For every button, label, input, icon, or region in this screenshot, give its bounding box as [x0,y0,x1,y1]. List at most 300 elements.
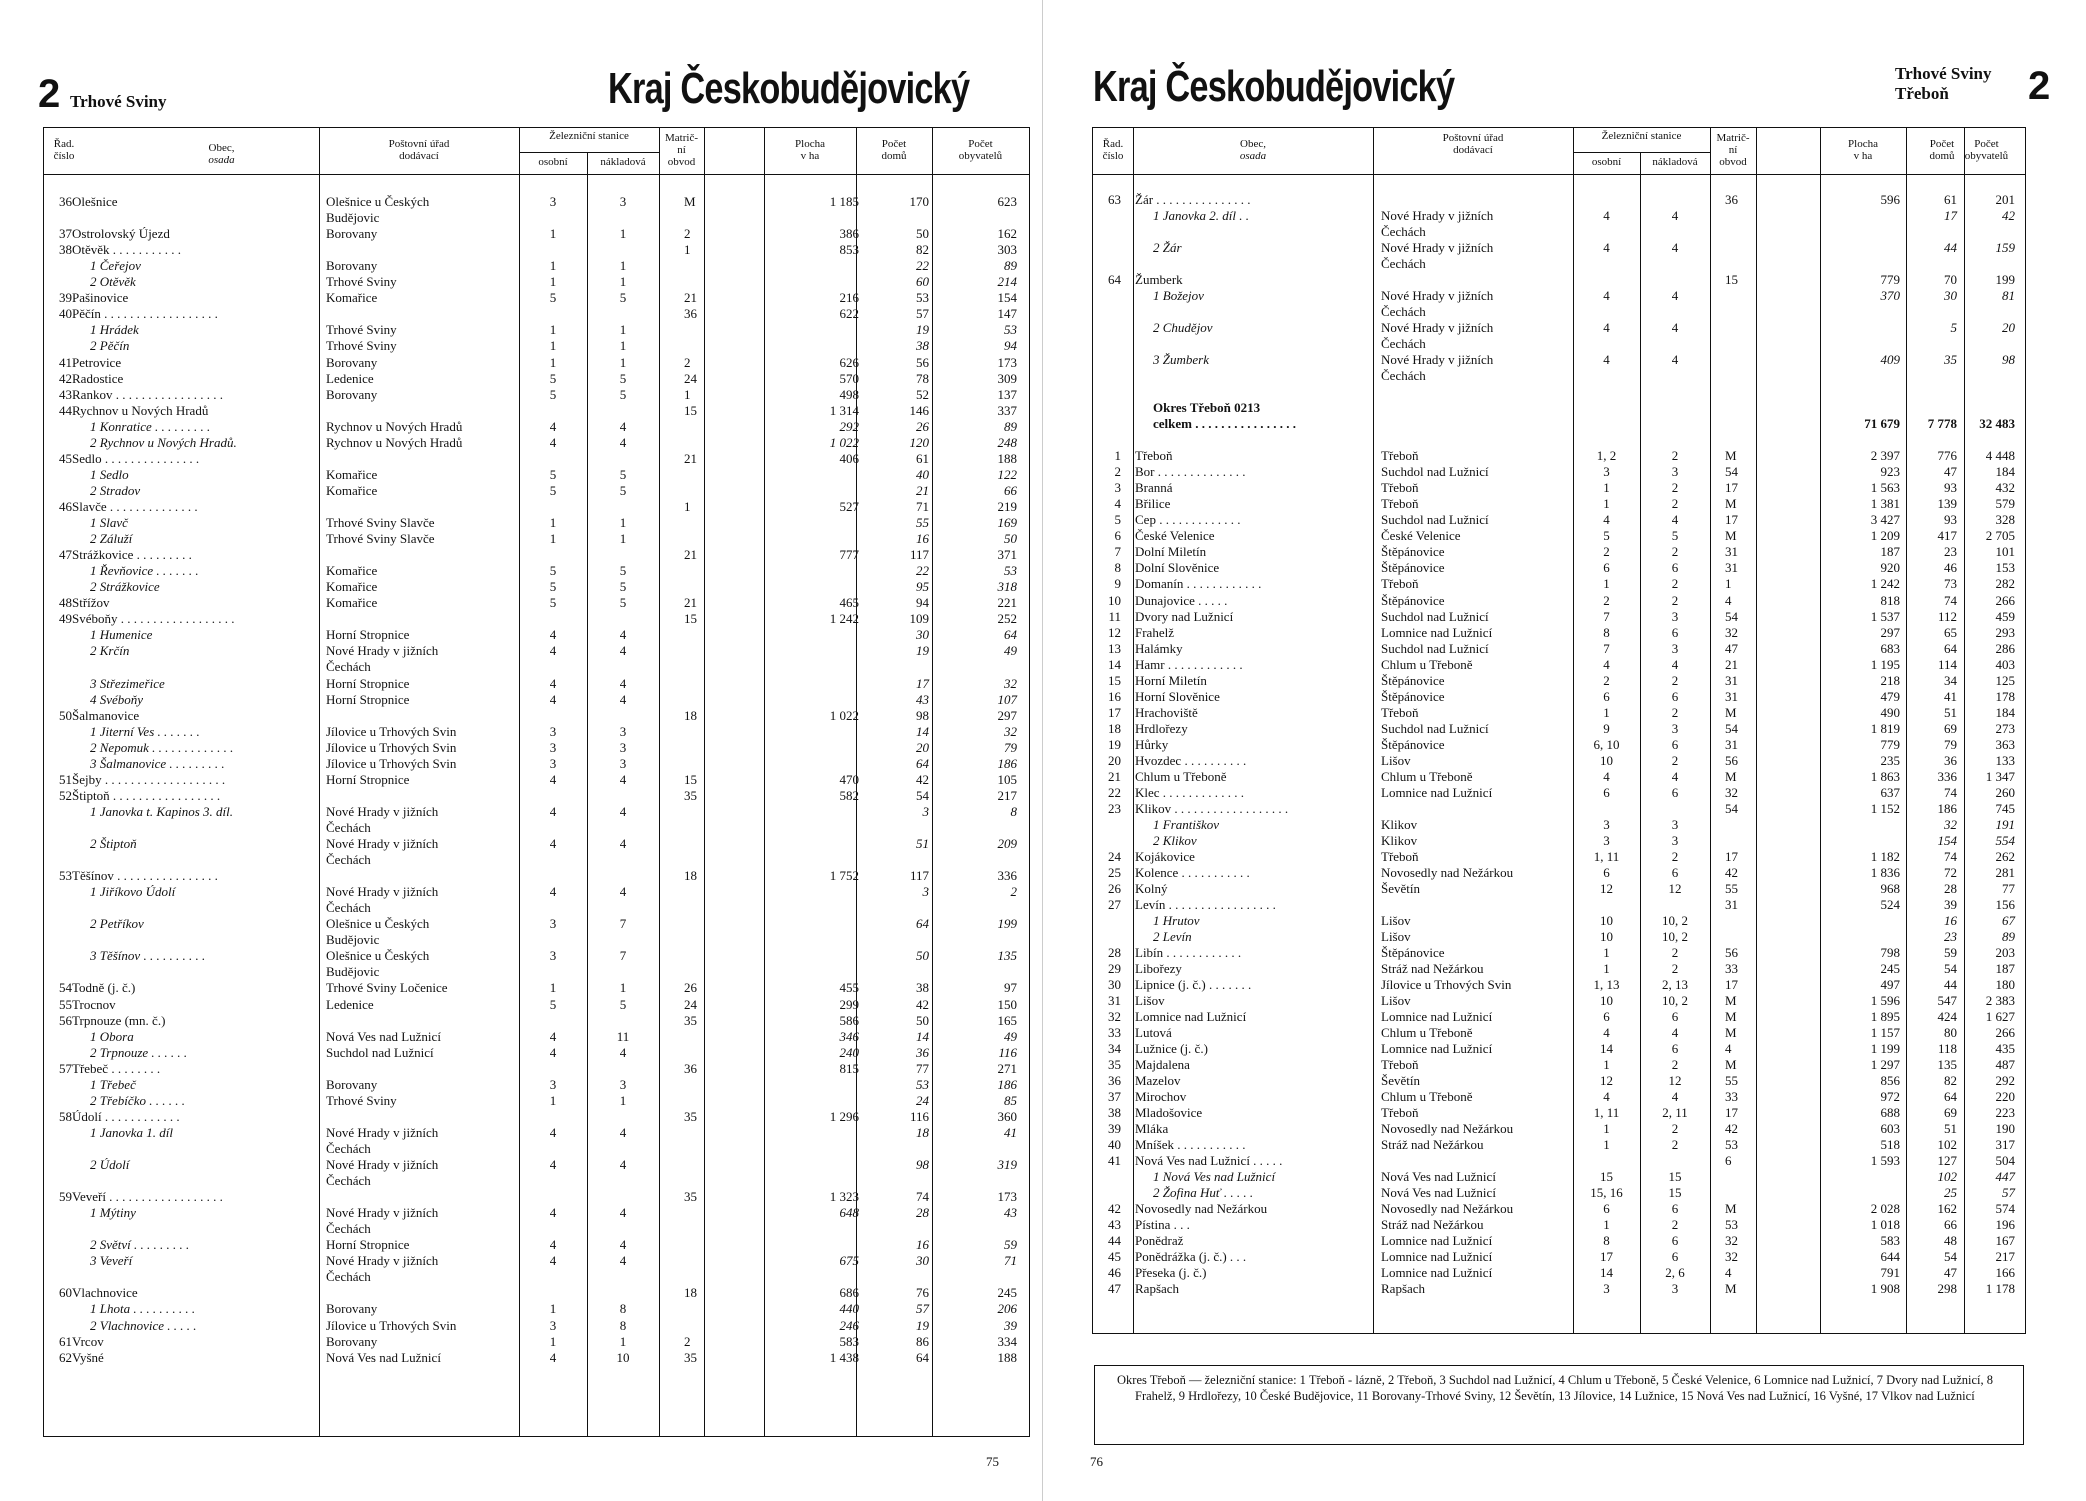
cell-posta: Chlum u Třeboně [1381,768,1473,784]
cell-osobni: 3 [549,948,557,964]
cell-obec: 1 Třebeč [90,1076,136,1092]
cell-obyvatel: 184 [1995,464,2015,480]
cell-obec: Halámky [1135,640,1183,656]
left-table-row [44,1013,1029,1029]
cell-osobni: 1, 2 [1596,448,1617,464]
cell-domu: 23 [1944,928,1957,944]
header-zel: Železniční stanice [549,130,629,142]
left-table-row [44,724,1029,740]
cell-plocha: 1 537 [1870,608,1900,624]
cell-posta: Chlum u Třeboně [1381,1025,1473,1041]
cell-posta: Borovany [326,1301,378,1317]
right-table-row [1093,593,2025,609]
cell-nakladova: 2 [1671,544,1679,560]
cell-plocha: 1 209 [1870,528,1900,544]
cell-domu: 42 [916,771,929,787]
cell-domu: 93 [1944,480,1957,496]
cell-cislo: 14 [1108,656,1121,672]
cell-domu: 114 [1937,656,1957,672]
left-table-row [44,1350,1029,1366]
header-plocha2-r: v ha [1853,150,1873,162]
cell-nakladova: 7 [619,948,627,964]
header-obyv: Počet [968,138,993,150]
right-table-row [1093,256,2025,272]
cell-matric: 18 [684,707,697,723]
cell-cislo: 27 [1108,896,1121,912]
cell-domu: 38 [916,338,929,354]
cell-plocha: 346 [839,1028,859,1044]
cell-obyvatel: 554 [1995,832,2015,848]
cell-domu: 53 [916,290,929,306]
cell-domu: 74 [916,1189,929,1205]
cell-plocha: 235 [1880,752,1900,768]
cell-osobni: 15, 16 [1590,1185,1623,1201]
cell-plocha: 596 [1880,192,1900,207]
cell-matric: 15 [684,611,697,627]
header-matric3: obvod [667,156,696,168]
cell-obec: Kolný [1135,880,1168,896]
cell-cislo: 48 [59,595,72,611]
cell-obec: 1 Janovka t. Kapinos 3. díl. [90,803,233,819]
cell-domu: 127 [1937,1153,1957,1169]
cell-nakladova: 2 [1671,848,1679,864]
cell-obyvatel: 4 448 [1985,448,2015,464]
cell-obec: 1 Lhota . . . . . . . . . . [90,1301,196,1317]
cell-plocha: 818 [1880,592,1900,608]
cell-domu: 146 [909,402,929,418]
cell-plocha: 675 [839,1253,859,1269]
cell-osobni: 1 [1603,1217,1610,1233]
cell-obec: Bor . . . . . . . . . . . . . . [1135,464,1246,480]
cell-nakladova: 3 [619,1076,627,1092]
right-table-row [1093,448,2025,464]
cell-matric: M [684,194,696,209]
cell-posta: Jílovice u Trhových Svin [326,755,457,771]
right-table-row [1093,1073,2025,1089]
cell-plocha: 1 185 [829,194,859,209]
cell-matric: M [1725,496,1737,512]
cell-posta: Čechách [1381,224,1426,240]
cell-obyvatel: 196 [1995,1217,2015,1233]
cell-plocha: 1 157 [1870,1025,1900,1041]
cell-posta: Nové Hrady v jižních [326,1205,439,1221]
cell-obec: Mladošovice [1135,1105,1203,1121]
left-table-row [44,932,1029,948]
left-table-row [44,531,1029,547]
cell-osobni: 14 [1600,1265,1613,1281]
cell-domu: 3 [922,884,929,900]
cell-obyvatel: 173 [997,1189,1017,1205]
cell-osobni: 4 [549,691,557,707]
cell-obyvatel: 260 [1995,784,2015,800]
cell-plocha: 1 199 [1870,1041,1900,1057]
cell-plocha: 622 [839,306,859,322]
cell-plocha: 406 [839,450,859,466]
cell-domu: 39 [1944,896,1957,912]
cell-plocha: 972 [1880,1089,1900,1105]
left-table-row [44,868,1029,884]
cell-obyvatel: 89 [1004,418,1017,434]
left-table-row [44,595,1029,611]
cell-plocha: 798 [1880,944,1900,960]
cell-obec: Klikov . . . . . . . . . . . . . . . . . . [1135,800,1289,816]
cell-osobni: 3 [549,723,557,739]
cell-matric: 2 [684,1333,691,1349]
region-title: Kraj Českobudějovický [608,64,970,113]
cell-obec: Lipnice (j. č.) . . . . . . . [1135,976,1252,992]
left-table-row [44,371,1029,387]
cell-obyvatel: 317 [1995,1137,2015,1153]
header-matric3-r: obvod [1719,156,1747,168]
region-title-right: Kraj Českobudějovický [1093,62,1455,111]
cell-osobni: 4 [549,627,557,643]
cell-nakladova: 6 [1671,688,1679,704]
cell-osobni: 4 [549,1205,557,1221]
cell-obyvatel: 180 [1995,976,2015,992]
cell-posta: Komařice [326,466,378,482]
right-table-row [1093,865,2025,881]
cell-obyvatel: 154 [997,290,1017,306]
cell-posta: Rychnov u Nových Hradů [326,434,463,450]
right-table-row [1093,528,2025,544]
cell-osobni: 3 [549,916,557,932]
cell-obec: Dvory nad Lužnicí [1135,608,1234,624]
right-table-row [1093,1201,2025,1217]
cell-posta: Nové Hrady v jižních [1381,208,1494,224]
cell-posta: Čechách [326,1173,371,1189]
cell-osobni: 4 [1603,1025,1610,1041]
cell-matric: 32 [1725,1233,1738,1249]
cell-obyvatel: 2 [1010,884,1017,900]
cell-domu: 52 [916,386,929,402]
right-table-row [1093,625,2025,641]
left-table-row [44,900,1029,916]
cell-cislo: 3 [1114,480,1121,496]
left-table-row [44,997,1029,1013]
left-table-row [44,836,1029,852]
cell-matric: 4 [1725,1265,1732,1281]
cell-domu: 22 [916,258,929,274]
cell-obyvatel: 371 [997,547,1017,563]
header-osada-r: osada [1239,150,1267,162]
cell-obec: Hrdlořezy [1135,720,1188,736]
cell-domu: 44 [1944,240,1957,256]
cell-obyvatel: 49 [1004,643,1017,659]
cell-obyvatel: 162 [997,226,1017,242]
cell-posta: Štěpánovice [1381,592,1445,608]
cell-domu: 93 [1944,512,1957,528]
cell-domu: 50 [916,226,929,242]
cell-osobni: 9 [1603,720,1610,736]
header-obec: Obec, [208,142,235,154]
cell-osobni: 4 [549,1157,557,1172]
cell-obec: Vlachnovice [72,1285,138,1301]
cell-cislo: 26 [1108,880,1121,896]
left-table-row [44,1189,1029,1205]
cell-domu: 28 [1944,880,1957,896]
cell-domu: 60 [916,274,929,290]
cell-obec: Pístina . . . [1135,1217,1190,1233]
cell-osobni: 2 [1603,544,1610,560]
left-table-row [44,980,1029,996]
header-matric2: ní [677,144,686,156]
left-table-row [44,820,1029,836]
cell-domu: 120 [909,434,929,450]
cell-osobni: 6 [1603,688,1610,704]
cell-nakladova: 5 [619,996,627,1012]
cell-nakladova: 15 [1668,1185,1682,1201]
cell-posta: Nová Ves nad Lužnicí [1381,1185,1496,1201]
right-table-row [1093,673,2025,689]
cell-domu: 19 [916,1317,929,1333]
cell-posta: Olešnice u Českých [326,916,430,932]
cell-nakladova: 4 [1671,1025,1679,1041]
cell-posta: Štěpánovice [1381,944,1445,960]
cell-domu: 80 [1944,1025,1957,1041]
cell-domu: 20 [916,739,929,755]
right-table-row [1093,1249,2025,1265]
cell-plocha: 524 [1880,896,1900,912]
cell-obec: Veveří . . . . . . . . . . . . . . . . . . [72,1189,223,1205]
right-table-row [1093,1265,2025,1281]
cell-osobni: 10 [1600,993,1613,1008]
right-table-row [1093,705,2025,721]
cell-nakladova: 4 [1671,768,1679,784]
cell-plocha: 1 195 [1870,656,1900,672]
cell-plocha: 1 242 [829,611,859,627]
cell-obec: Břilice [1135,496,1171,512]
cell-obec: Žár . . . . . . . . . . . . . . . [1135,192,1251,207]
left-table-row [44,387,1029,403]
right-table-row [1093,913,2025,929]
cell-obec: Lišov [1135,993,1165,1008]
cell-posta: Borovany [326,226,378,242]
left-table-row [44,451,1029,467]
cell-obyvatel: 248 [997,434,1017,450]
cell-plocha: 688 [1880,1105,1900,1121]
cell-osobni: 1 [1603,944,1610,960]
cell-osobni: 4 [1603,352,1610,368]
cell-posta: Trhové Sviny Slavče [326,515,435,530]
cell-cislo: 33 [1108,1025,1121,1041]
cell-obyvatel: 309 [997,370,1017,386]
cell-osobni: 4 [1603,240,1610,256]
cell-obec: Třebeč . . . . . . . . [72,1060,161,1076]
cell-obyvatel: 42 [2002,208,2015,224]
header-obec-r: Obec, [1240,138,1266,150]
cell-cislo: 42 [1108,1201,1121,1217]
cell-osobni: 7 [1603,608,1610,624]
cell-nakladova: 1 [619,515,627,530]
cell-obec: Třeboň [1135,448,1173,464]
cell-cislo: 36 [59,194,72,209]
cell-obyvatel: 328 [1995,512,2015,528]
cell-matric: 54 [1725,800,1738,816]
cell-obyvatel: 190 [1995,1121,2015,1137]
cell-nakladova: 12 [1668,1073,1682,1089]
cell-obec: Těšínov . . . . . . . . . . . . . . . . [72,868,218,884]
cell-matric: 54 [1725,720,1738,736]
cell-obyvatel: 184 [1995,704,2015,720]
cell-osobni: 7 [1603,640,1610,656]
cell-domu: 57 [916,1301,929,1317]
cell-posta: Čechách [326,900,371,916]
cell-osobni: 1 [549,515,557,530]
cell-cislo: 40 [59,306,72,322]
cell-cislo: 31 [1108,993,1121,1008]
cell-plocha: 2 397 [1870,448,1900,464]
cell-obyvatel: 89 [2002,928,2015,944]
cell-nakladova: 4 [619,1205,627,1221]
cell-posta: Horní Stropnice [326,771,410,787]
cell-osobni: 3 [1603,464,1610,480]
cell-obyvatel: 292 [1995,1073,2015,1089]
right-table-row [1093,1281,2025,1297]
header-domu2-r: domů [1929,150,1955,162]
cell-domu: 3 [922,803,929,819]
cell-cislo: 56 [59,1012,72,1028]
cell-posta: Čechách [1381,256,1426,272]
cell-osobni: 1 [549,354,557,370]
cell-osobni: 12 [1600,1073,1613,1089]
cell-obec: Libín . . . . . . . . . . . . [1135,944,1242,960]
cell-obec: 2 Údolí [90,1157,130,1172]
cell-posta: Novosedly nad Nežárkou [1381,1121,1514,1137]
cell-obyvatel: 2 383 [1985,993,2015,1008]
cell-posta: Lomnice nad Lužnicí [1381,1009,1493,1025]
cell-matric: 56 [1725,752,1738,768]
cell-obec: Vyšné [72,1349,104,1365]
cell-domu: 64 [1944,640,1957,656]
cell-obec: České Velenice [1135,528,1215,544]
right-table-row [1093,368,2025,384]
cell-obec: Mazelov [1135,1073,1181,1089]
cell-obec: 2 Nepomuk . . . . . . . . . . . . . [90,739,234,755]
left-table-row [44,1285,1029,1301]
right-table-row [1093,512,2025,528]
cell-obyvatel: 165 [997,1012,1017,1028]
cell-domu: 16 [916,1237,929,1253]
cell-plocha: 3 427 [1870,512,1900,528]
cell-obyvatel: 262 [1995,848,2015,864]
cell-obyvatel: 223 [1995,1105,2015,1121]
right-table-row [1093,1057,2025,1073]
cell-posta: Rapšach [1381,1281,1426,1297]
left-table-row [44,852,1029,868]
cell-nakladova: 4 [1671,352,1679,368]
cell-cislo: 24 [1108,848,1121,864]
cell-cislo: 49 [59,611,72,627]
cell-matric: 35 [684,1012,697,1028]
cell-obec: Olešnice [72,194,118,209]
cell-domu: 64 [916,916,929,932]
cell-plocha: 1 323 [829,1189,859,1205]
header-posta-r: Poštovní úřad [1442,132,1504,144]
cell-cislo: 35 [1108,1057,1121,1073]
cell-nakladova: 4 [1671,656,1679,672]
cell-obec: 2 Žár [1153,240,1182,256]
cell-nakladova: 6 [1671,864,1679,880]
cell-nakladova: 4 [619,691,627,707]
cell-plocha: 386 [839,226,859,242]
cell-posta: Nová Ves nad Lužnicí [1381,1169,1496,1185]
cell-nakladova: 6 [1671,1201,1679,1217]
cell-plocha: 292 [839,418,859,434]
cell-cislo: 44 [59,402,72,418]
right-table-row [1093,320,2025,336]
header-domu-r: Počet [1929,138,1955,150]
cell-obyvatel: 487 [1995,1057,2015,1073]
cell-plocha: 479 [1880,688,1900,704]
cell-obyvatel: 214 [997,274,1017,290]
cell-plocha: 644 [1880,1249,1900,1265]
cell-obyvatel: 403 [1995,656,2015,672]
cell-posta: Nové Hrady v jižních [326,1124,439,1140]
cell-obec: Ponědrážka (j. č.) . . . [1135,1249,1247,1265]
left-table-row [44,788,1029,804]
cell-obyvatel: 53 [1004,322,1017,338]
cell-posta: Čechách [326,659,371,675]
cell-domu: 64 [916,755,929,771]
header-nakladova: nákladová [600,156,646,168]
cell-posta: Suchdol nad Lužnicí [1381,608,1489,624]
cell-plocha: 1 593 [1870,1153,1900,1169]
cell-nakladova: 5 [619,466,627,482]
cell-nakladova: 3 [1671,464,1679,480]
cell-obyvatel: 574 [1995,1201,2015,1217]
cell-nakladova: 4 [619,1124,627,1140]
cell-obyvatel: 252 [997,611,1017,627]
cell-domu: 28 [916,1205,929,1221]
cell-osobni: 4 [549,418,557,434]
cell-nakladova: 6 [1671,784,1679,800]
cell-obec: Domanín . . . . . . . . . . . . [1135,576,1262,592]
cell-posta: Borovany [326,354,378,370]
cell-plocha: 71 679 [1864,416,1900,432]
cell-matric: 24 [684,996,697,1012]
right-table-row [1093,897,2025,913]
district-name: Trhové Sviny [70,92,167,111]
right-table-row [1093,560,2025,576]
cell-matric: 4 [1725,592,1732,608]
cell-obec: 2 Petříkov [90,916,144,932]
left-table-row [44,1045,1029,1061]
cell-obyvatel: 153 [1995,560,2015,576]
cell-osobni: 6 [1603,1009,1610,1025]
cell-matric: 21 [684,595,697,611]
cell-cislo: 45 [1108,1249,1121,1265]
cell-posta: Čechách [326,1221,371,1237]
cell-obec: 2 Vlachnovice . . . . . [90,1317,197,1333]
cell-nakladova: 4 [619,1253,627,1269]
cell-matric: 18 [684,868,697,884]
cell-matric: 18 [684,1285,697,1301]
cell-obec: 2 Stradov [90,482,141,498]
cell-domu: 26 [916,418,929,434]
right-table-row [1093,224,2025,240]
cell-plocha: 853 [839,242,859,258]
left-table-row [44,579,1029,595]
header-matric-r: Matrič- [1716,132,1750,144]
right-table-row [1093,833,2025,849]
cell-matric: 1 [684,386,691,402]
cell-obyvatel: 166 [1995,1265,2015,1281]
cell-obec: Lomnice nad Lužnicí [1135,1009,1247,1025]
cell-cislo: 28 [1108,944,1121,960]
cell-obyvatel: 220 [1995,1089,2015,1105]
right-table-row [1093,801,2025,817]
cell-obec: Slavče . . . . . . . . . . . . . . [72,498,198,514]
